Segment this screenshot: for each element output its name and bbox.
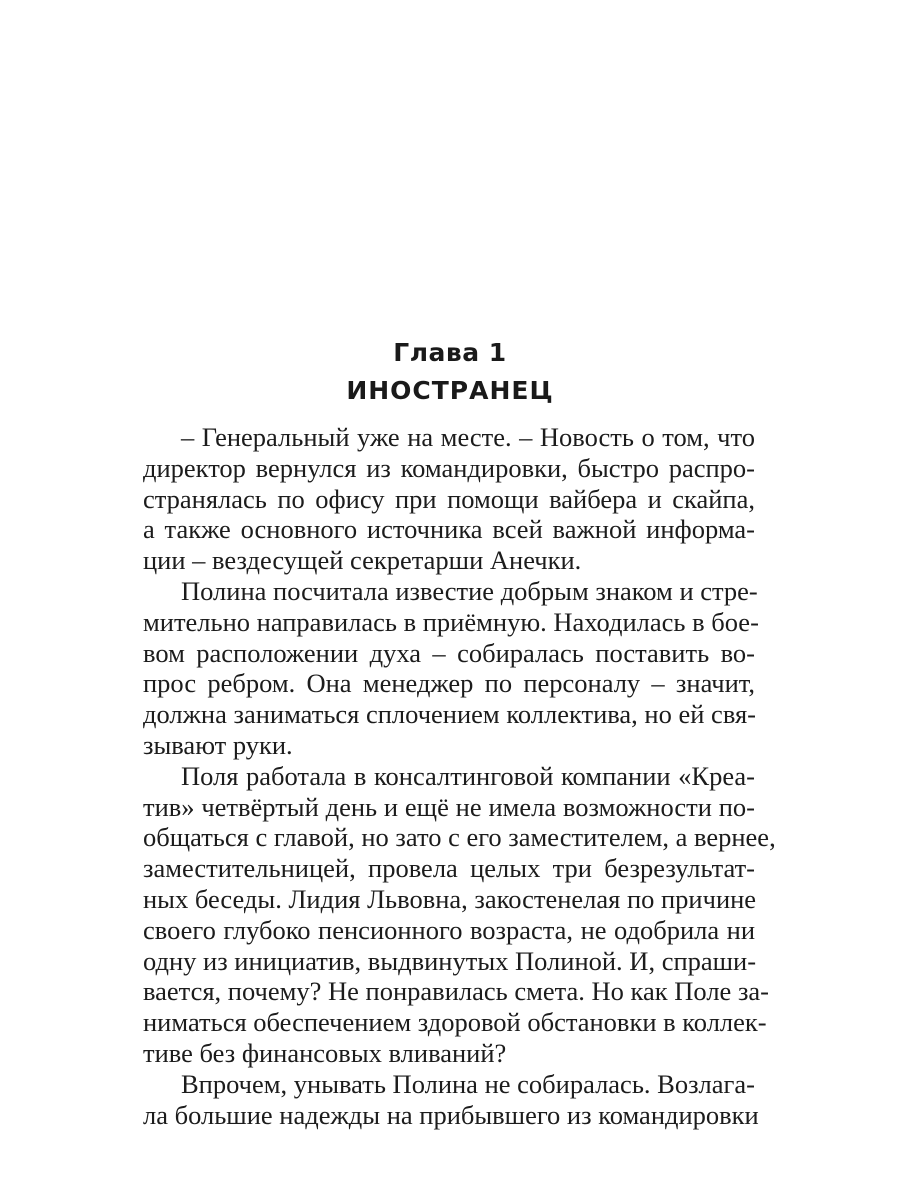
text-line: одну из инициатив, выдвинутых Полиной. И, спраши- (143, 945, 757, 976)
text-line: Поля работала в консалтинговой компании «Креа- (181, 760, 755, 791)
text-line: должна заниматься сплочением коллектива, но ей свя- (143, 699, 756, 730)
text-line: Впрочем, унывать Полина не собиралась. Возлага- (181, 1068, 755, 1099)
text-line: ных беседы. Лидия Львовна, закостенелая по причине (143, 883, 757, 914)
text-line: тиве без финансовых вливаний? (143, 1037, 507, 1068)
text-line: своего глубоко пенсионного возраста, не одобрила ни (143, 914, 755, 945)
text-line: мительно направилась в приёмную. Находилась в бое- (143, 606, 759, 637)
chapter-body-text (143, 422, 776, 1130)
text-line: – Генеральный уже на месте. – Новость о том, что (181, 422, 755, 452)
text-line: общаться с главой, но зато с его заместителем, а вернее, (143, 822, 776, 853)
text-line: вом расположении духа – собиралась поставить во- (143, 637, 755, 668)
chapter-title: ИНОСТРАНЕЦ (346, 376, 554, 405)
text-line: директор вернулся из командировки, быстро распро- (143, 452, 755, 483)
text-line: вается, почему? Не понравилась смета. Но как Поле за- (143, 976, 769, 1007)
text-line: тив» четвёртый день и ещё не имела возможности по- (143, 791, 755, 822)
text-line: прос ребром. Она менеджер по персоналу – значит, (143, 668, 755, 699)
text-line: ниматься обеспечением здоровой обстановки в коллек- (143, 1007, 767, 1038)
text-line: Полина посчитала известие добрым знаком и стре- (181, 575, 758, 606)
text-line: а также основного источника всей важной информа- (143, 514, 755, 545)
text-line: странялась по офису при помощи вайбера и скайпа, (143, 483, 755, 514)
text-line: зывают руки. (143, 729, 293, 760)
text-line: заместительницей, провела целых три безрезультат- (143, 853, 755, 884)
chapter-number: Глава 1 (393, 338, 507, 367)
text-line: ции – вездесущей секретарши Анечки. (143, 545, 582, 576)
text-line: ла большие надежды на прибывшего из командировки (143, 1099, 759, 1130)
